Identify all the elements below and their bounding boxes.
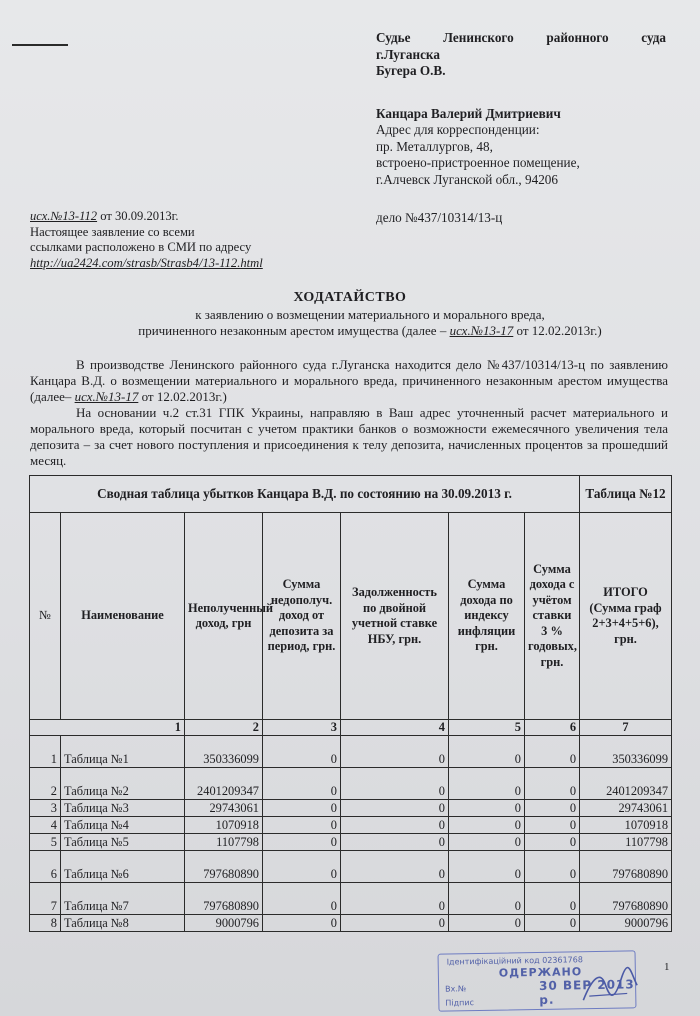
row-number: 4: [30, 817, 61, 834]
paragraph-ref: исх.№13-17: [74, 389, 139, 404]
addressee-line-3: Бугера О.В.: [376, 63, 446, 78]
row-col-7: 797680890: [580, 851, 672, 883]
header-cell: Задолженность по двойной учетной ставке НБУ, грн.: [341, 513, 449, 720]
scan-mark: [12, 44, 68, 46]
row-name: Таблица №5: [61, 834, 185, 851]
row-number: 6: [30, 851, 61, 883]
row-col-2: 797680890: [185, 851, 263, 883]
address-block: [376, 30, 666, 227]
col-number: 5: [449, 720, 525, 736]
stamp-received: ОДЕРЖАНО: [498, 965, 583, 980]
row-col-7: 1070918: [580, 817, 672, 834]
addressee-word: Судье: [376, 30, 411, 45]
table-row: [30, 834, 672, 851]
sender-address-2: встроено-пристроенное помещение,: [376, 155, 580, 170]
subtitle-ref: исх.№13-17: [449, 323, 514, 338]
sender-name: Канцара Валерий Дмитриевич: [376, 105, 561, 121]
row-col-6: 0: [525, 768, 580, 800]
row-col-6: 0: [525, 736, 580, 768]
reference-line-3: ссылками расположено в СМИ по адресу: [30, 240, 252, 254]
table-row: [30, 768, 672, 800]
row-col-4: 0: [341, 883, 449, 915]
reference-line-2: Настоящее заявление со всеми: [30, 224, 195, 239]
body-text: [30, 357, 668, 469]
reference-block: [30, 209, 263, 271]
row-col-6: 0: [525, 817, 580, 834]
row-col-7: 2401209347: [580, 768, 672, 800]
row-col-7: 29743061: [580, 800, 672, 817]
paragraph-text: от 12.02.2013г.): [138, 389, 227, 404]
row-name: Таблица №4: [61, 817, 185, 834]
row-col-5: 0: [449, 834, 525, 851]
row-name: Таблица №3: [61, 800, 185, 817]
row-col-5: 0: [449, 851, 525, 883]
row-col-4: 0: [341, 915, 449, 932]
row-col-7: 1107798: [580, 834, 672, 851]
row-col-3: 0: [263, 915, 341, 932]
header-cell: Неполученный доход, грн: [185, 513, 263, 720]
addressee-line-1: [376, 30, 666, 47]
table-title: Сводная таблица убытков Канцара В.Д. по состоянию на 30.09.2013 г.: [30, 476, 580, 513]
row-number: 8: [30, 915, 61, 932]
reference-url-link[interactable]: http://ua2424.com/strasb/Strasb4/13-112.html: [30, 255, 263, 270]
table-row: [30, 851, 672, 883]
table-row: [30, 883, 672, 915]
row-col-2: 797680890: [185, 883, 263, 915]
table-row: [30, 915, 672, 932]
col-number: 6: [525, 720, 580, 736]
row-col-3: 0: [263, 851, 341, 883]
paragraph-text: В производстве Ленинского районного суда г.Луганска находится дело №437/10314/13-ц по заявлению Канцара В.Д. о возмещении материального и морального вреда, причиненного незаконным арестом имущества (далее–: [30, 357, 668, 404]
row-col-2: 9000796: [185, 915, 263, 932]
row-col-6: 0: [525, 834, 580, 851]
col-number: 3: [263, 720, 341, 736]
row-col-5: 0: [449, 817, 525, 834]
addressee-line-2: г.Луганска: [376, 46, 440, 62]
losses-table: [29, 475, 672, 932]
stamp-code: Ідентифікаційний код 02361768: [446, 955, 583, 967]
row-number: 7: [30, 883, 61, 915]
row-col-4: 0: [341, 800, 449, 817]
case-number: дело №437/10314/13-ц: [376, 210, 503, 225]
row-col-5: 0: [449, 768, 525, 800]
row-col-2: 29743061: [185, 800, 263, 817]
row-col-3: 0: [263, 883, 341, 915]
subtitle-line-1: к заявлению о возмещении материального и морального вреда,: [195, 307, 545, 322]
document-title: ХОДАТАЙСТВО: [293, 290, 407, 305]
row-col-3: 0: [263, 768, 341, 800]
row-col-5: 0: [449, 736, 525, 768]
header-cell: Сумма дохода с учётом ставки 3 % годовых, грн.: [525, 513, 580, 720]
row-col-3: 0: [263, 834, 341, 851]
col-number: 1: [30, 720, 185, 736]
row-col-4: 0: [341, 851, 449, 883]
stamp-signature-label: Підпис: [445, 998, 475, 1008]
table-row: [30, 736, 672, 768]
row-col-5: 0: [449, 915, 525, 932]
row-col-7: 350336099: [580, 736, 672, 768]
row-number: 1: [30, 736, 61, 768]
row-col-5: 0: [449, 800, 525, 817]
paragraph-2: На основании ч.2 ст.31 ГПК Украины, направляю в Ваш адрес уточненный расчет материального и морального вреда, который посчитан с учетом практики банков о возможности ежемесячного увеличения тела депозита – за счет нового поступления и присоединения к телу депозита, начисленных процентов за прошедший месяц.: [30, 405, 668, 468]
row-number: 5: [30, 834, 61, 851]
table-row: [30, 800, 672, 817]
column-number-row: [30, 720, 672, 736]
stamp-incoming-label: Вх.№: [445, 984, 467, 994]
row-name: Таблица №7: [61, 883, 185, 915]
table-label: Таблица №12: [580, 476, 672, 513]
header-cell: Сумма недополуч. доход от депозита за период, грн.: [263, 513, 341, 720]
row-col-4: 0: [341, 768, 449, 800]
row-col-7: 9000796: [580, 915, 672, 932]
row-col-3: 0: [263, 736, 341, 768]
table-row: [30, 817, 672, 834]
row-col-4: 0: [341, 834, 449, 851]
subtitle-line-2: [60, 323, 680, 339]
row-name: Таблица №2: [61, 768, 185, 800]
col-number: 4: [341, 720, 449, 736]
row-col-2: 350336099: [185, 736, 263, 768]
row-col-2: 1107798: [185, 834, 263, 851]
header-cell: Сумма дохода по индексу инфляции грн.: [449, 513, 525, 720]
header-cell: Наименование: [61, 513, 185, 720]
row-col-7: 797680890: [580, 883, 672, 915]
row-col-4: 0: [341, 736, 449, 768]
header-cell: ИТОГО (Сумма граф 2+3+4+5+6), грн.: [580, 513, 672, 720]
row-col-5: 0: [449, 883, 525, 915]
stamp-date: 30 ВЕР 2013 р.: [538, 977, 635, 1007]
page-number: 1: [664, 961, 670, 973]
subtitle-text: причиненного незаконным арестом имущества (далее –: [138, 323, 450, 338]
received-stamp: [438, 950, 637, 1011]
sender-address-1: пр. Металлургов, 48,: [376, 138, 493, 154]
row-number: 3: [30, 800, 61, 817]
addressee-word: районного: [546, 30, 609, 45]
row-name: Таблица №1: [61, 736, 185, 768]
addressee-word: суда: [641, 30, 666, 45]
row-name: Таблица №6: [61, 851, 185, 883]
header-cell: №: [30, 513, 61, 720]
col-number: 2: [185, 720, 263, 736]
addressee-word: Ленинского: [443, 30, 514, 45]
subtitle-text: от 12.02.2013г.): [513, 323, 602, 338]
paragraph-1: [30, 357, 668, 405]
sender-address-3: г.Алчевск Луганской обл., 94206: [376, 171, 558, 187]
outgoing-number: исх.№13-112: [30, 209, 98, 223]
row-col-4: 0: [341, 817, 449, 834]
sender-address-label: Адрес для корреспонденции:: [376, 122, 540, 137]
document-subtitle: [60, 307, 680, 339]
row-col-3: 0: [263, 800, 341, 817]
row-col-2: 1070918: [185, 817, 263, 834]
col-number: 7: [580, 720, 672, 736]
row-col-6: 0: [525, 800, 580, 817]
signature-icon: [579, 965, 640, 1006]
row-number: 2: [30, 768, 61, 800]
row-col-3: 0: [263, 817, 341, 834]
row-col-2: 2401209347: [185, 768, 263, 800]
outgoing-date: от 30.09.2013г.: [97, 209, 179, 223]
row-col-6: 0: [525, 851, 580, 883]
row-col-6: 0: [525, 883, 580, 915]
row-name: Таблица №8: [61, 915, 185, 932]
row-col-6: 0: [525, 915, 580, 932]
